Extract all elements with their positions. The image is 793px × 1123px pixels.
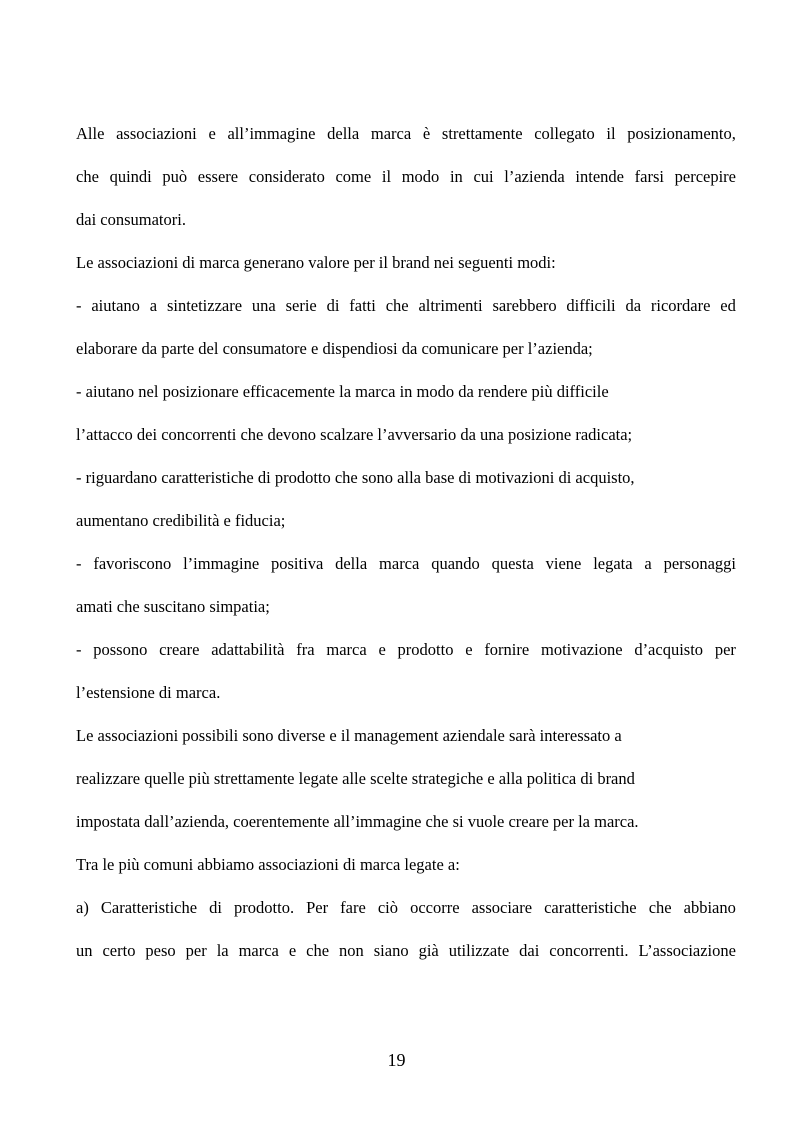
text-line: - riguardano caratteristiche di prodotto che sono alla base di motivazioni di acquisto, [76,468,635,487]
text-line: che quindi può essere considerato come il modo in cui l’azienda intende farsi percepire [76,167,736,186]
text-line: Le associazioni possibili sono diverse e il management aziendale sarà interessato a [76,726,622,745]
text-line: dai consumatori. [76,210,186,229]
text-line: Alle associazioni e all’immagine della marca è strettamente collegato il posizionamento, [76,124,736,143]
text-line: un certo peso per la marca e che non siano già utilizzate dai concorrenti. L’associazione [76,941,736,960]
text-line: Tra le più comuni abbiamo associazioni di marca legate a: [76,855,460,874]
text-line: impostata dall’azienda, coerentemente all’immagine che si vuole creare per la marca. [76,812,639,831]
text-line: - possono creare adattabilità fra marca e prodotto e fornire motivazione d’acquisto per [76,640,736,659]
text-line: realizzare quelle più strettamente legate alle scelte strategiche e alla politica di brand [76,769,635,788]
text-line: a) Caratteristiche di prodotto. Per fare ciò occorre associare caratteristiche che abbiano [76,898,736,917]
text-line: - favoriscono l’immagine positiva della marca quando questa viene legata a personaggi [76,554,736,573]
text-line: amati che suscitano simpatia; [76,597,270,616]
text-line: Le associazioni di marca generano valore per il brand nei seguenti modi: [76,253,556,272]
text-line: aumentano credibilità e fiducia; [76,511,286,530]
body-text [76,112,736,972]
text-line: - aiutano nel posizionare efficacemente la marca in modo da rendere più difficile [76,382,609,401]
text-line: l’attacco dei concorrenti che devono scalzare l’avversario da una posizione radicata; [76,425,633,444]
text-line: l’estensione di marca. [76,683,221,702]
text-line: elaborare da parte del consumatore e dispendiosi da comunicare per l’azienda; [76,339,593,358]
page-number: 19 [387,1050,406,1070]
text-line: - aiutano a sintetizzare una serie di fatti che altrimenti sarebbero difficili da ricordare ed [76,296,736,315]
